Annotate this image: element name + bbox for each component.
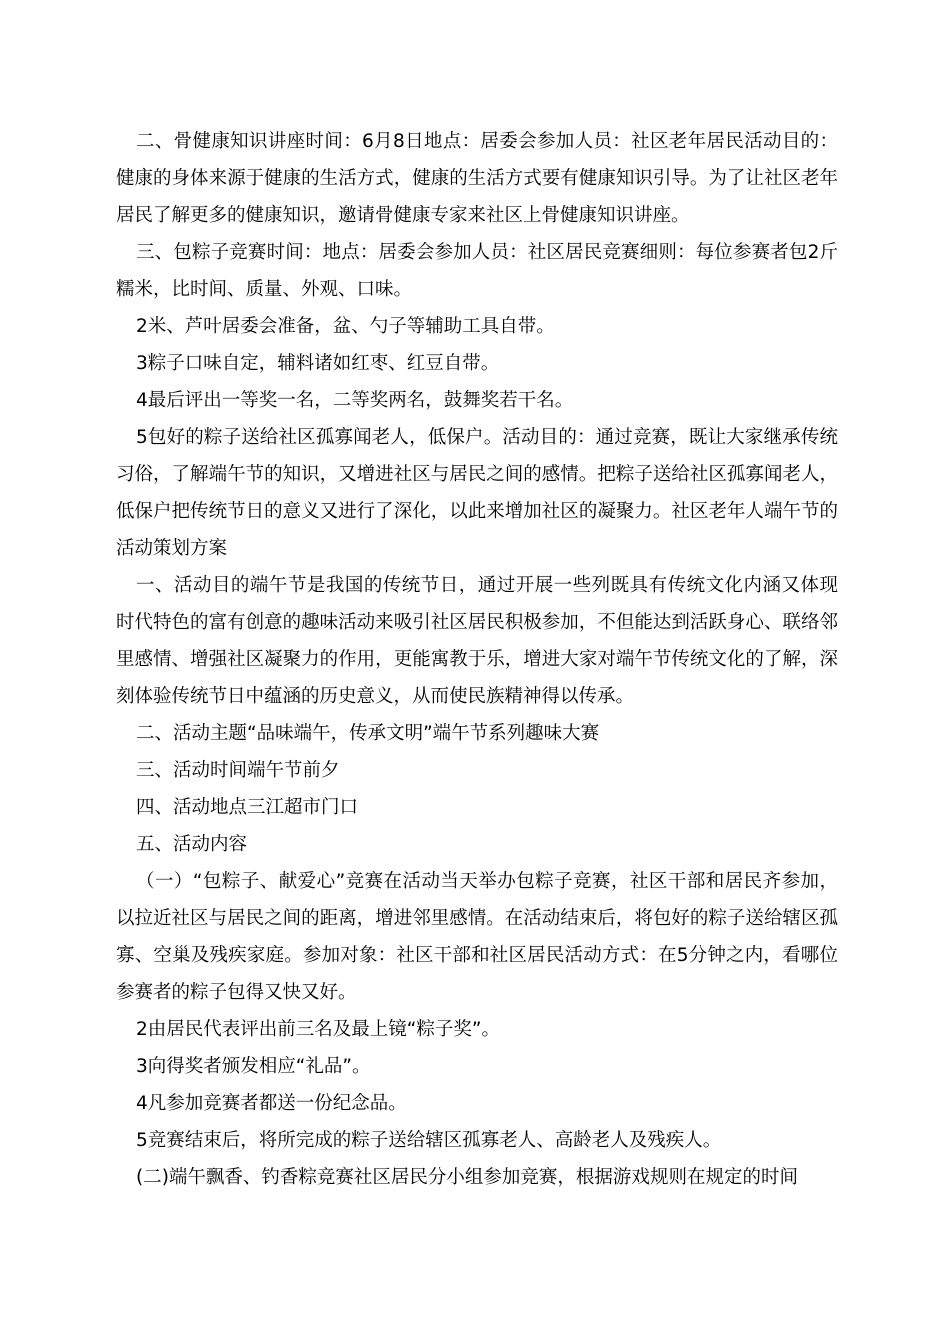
paragraph-bone-health-lecture: 二、骨健康知识讲座时间：6月8日地点：居委会参加人员：社区老年居民活动目的：健康的身体来源于健康的生活方式，健康的生活方式要有健康知识引导。为了让社区老年居民了解更多的健康知识，邀请骨健康专家来社区上骨健康知识讲座。	[116, 131, 838, 226]
paragraph-rule-5: 5包好的粽子送给社区孤寡闻老人，低保户。活动目的：通过竞赛，既让大家继承传统习俗，了解端午节的知识，又增进社区与居民之间的感情。把粽子送给社区孤寡闻老人，低保户把传统节日的意义又进行了深化，以此来增加社区的凝聚力。社区老年人端午节的活动策划方案	[116, 427, 838, 559]
paragraph-rule-2: 2米、芦叶居委会准备，盆、勺子等辅助工具自带。	[136, 316, 555, 337]
paragraph-content-item-2: (二)端午飘香、钓香粽竞赛社区居民分小组参加竞赛，根据游戏规则在规定的时间	[136, 1167, 798, 1188]
paragraph-content-item-1: （一）“包粽子、献爱心”竞赛在活动当天举办包粽子竞赛，社区干部和居民齐参加，以拉近社区与居民之间的距离，增进邻里感情。在活动结束后，将包好的粽子送给辖区孤寡、空巢及残疾家庭。参加对象：社区干部和社区居民活动方式：在5分钟之内，看哪位参赛者的粽子包得又快又好。	[116, 871, 838, 1003]
paragraph-rule-3: 3粽子口味自定，辅料诸如红枣、红豆自带。	[136, 353, 500, 374]
paragraph-content-rule-3: 3向得奖者颁发相应“礼品”。	[136, 1056, 371, 1077]
document-body	[116, 123, 838, 1196]
paragraph-activity-location: 四、活动地点三江超市门口	[136, 797, 359, 818]
paragraph-activity-theme: 二、活动主题“品味端午，传承文明”端午节系列趣味大赛	[136, 723, 600, 744]
paragraph-content-rule-5: 5竞赛结束后，将所完成的粽子送给辖区孤寡老人、高龄老人及残疾人。	[136, 1130, 722, 1151]
paragraph-activity-time: 三、活动时间端午节前夕	[136, 760, 340, 781]
paragraph-zongzi-contest: 三、包粽子竞赛时间：地点：居委会参加人员：社区居民竞赛细则：每位参赛者包2斤糯米，比时间、质量、外观、口味。	[116, 242, 838, 300]
paragraph-content-rule-2: 2由居民代表评出前三名及最上镜“粽子奖”。	[136, 1019, 500, 1040]
paragraph-activity-content: 五、活动内容	[136, 834, 248, 855]
paragraph-rule-4: 4最后评出一等奖一名，二等奖两名，鼓舞奖若干名。	[136, 390, 574, 411]
paragraph-activity-purpose: 一、活动目的端午节是我国的传统节日，通过开展一些列既具有传统文化内涵又体现时代特色的富有创意的趣味活动来吸引社区居民积极参加，不但能达到活跃身心、联络邻里感情、增强社区凝聚力的作用，更能寓教于乐，增进大家对端午节传统文化的了解，深刻体验传统节日中蕴涵的历史意义，从而使民族精神得以传承。	[116, 575, 838, 707]
paragraph-content-rule-4: 4凡参加竞赛者都送一份纪念品。	[136, 1093, 407, 1114]
